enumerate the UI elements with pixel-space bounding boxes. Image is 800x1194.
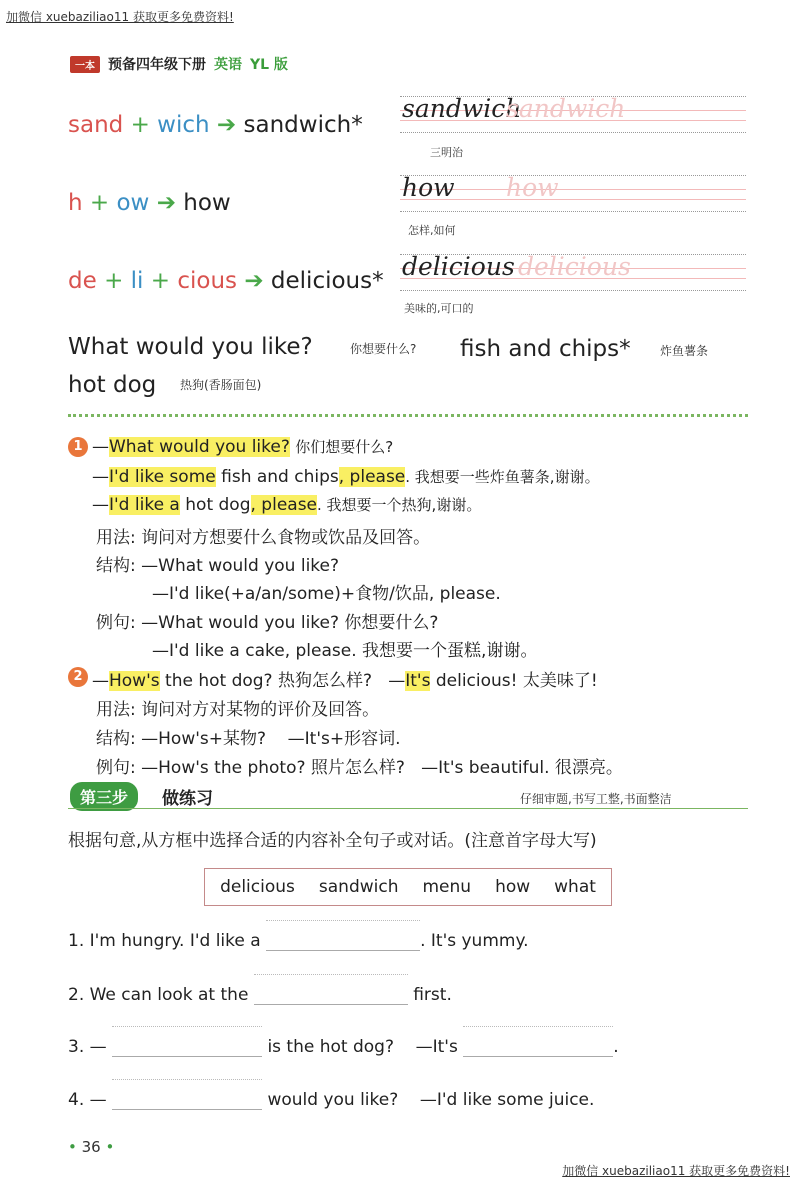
word-option: how (495, 877, 531, 897)
point-number-1: 1 (68, 437, 88, 457)
phrase-translation: 你想要什么? (350, 342, 417, 356)
subject-label: 英语 (214, 57, 242, 73)
vocab-meaning: 美味的,可口的 (404, 302, 474, 315)
usage-label: 用法: (96, 700, 136, 720)
exercise-3 (68, 1034, 619, 1057)
step-badge: 第三步 (70, 782, 138, 811)
answer-blank[interactable] (266, 928, 420, 951)
exercise-text: 4. — (68, 1090, 107, 1110)
exercise-2 (68, 982, 452, 1005)
syllable: sand (68, 112, 124, 138)
point1-line3: —I'd like a hot dog, please. 我想要一个热狗,谢谢。 (92, 495, 482, 515)
script-word: sandwich (402, 94, 522, 123)
translation: 你们想要什么? (295, 438, 394, 456)
structure-text: —It's+形容词. (287, 729, 401, 749)
text: fish and chips (215, 467, 339, 487)
usage-text: 询问对方对某物的评价及回答。 (141, 700, 380, 720)
answer-blank[interactable] (254, 982, 408, 1005)
vocab-meaning: 三明治 (430, 146, 463, 159)
publisher-logo: 一本 (70, 56, 100, 73)
watermark-top: 加微信 xuebaziliao11 获取更多免费资料! (6, 10, 234, 24)
exercise-text: . (613, 1037, 619, 1057)
trace-word: delicious (518, 252, 631, 281)
example-label: 例句: (96, 613, 136, 633)
exercise-text: would you like? (267, 1090, 399, 1110)
exercise-text: 1. I'm hungry. I'd like a (68, 931, 261, 951)
script-word: delicious (402, 252, 515, 281)
page-number: • 36 • (68, 1138, 115, 1156)
syllable: li (130, 268, 144, 294)
vocab-meaning: 怎样,如何 (408, 224, 456, 237)
syllable: ow (116, 190, 150, 216)
word-box (204, 868, 612, 906)
exercise-text: 3. — (68, 1037, 107, 1057)
example-label: 例句: (96, 758, 136, 778)
answer-blank[interactable] (112, 1034, 262, 1057)
exercise-text: —It's (415, 1037, 458, 1057)
point1-example (96, 608, 438, 633)
vocab-sandwich: sand + wich ➔ sandwich* (68, 112, 363, 138)
example-text: —What would you like? 你想要什么? (141, 613, 439, 633)
highlight: , please (250, 495, 318, 515)
syllable: wich (157, 112, 210, 138)
trace-word: sandwich (506, 94, 626, 123)
exercise-text: —I'd like some juice. (419, 1090, 595, 1110)
exercise-4 (68, 1087, 594, 1110)
word-option: delicious (220, 877, 295, 897)
point2-usage (96, 695, 379, 720)
word-option: menu (422, 877, 472, 897)
page-number-value: 36 (81, 1138, 101, 1156)
word-option: sandwich (318, 877, 399, 897)
highlight: I'd like some (109, 467, 216, 487)
script-word: how (402, 173, 455, 202)
trace-word: how (506, 173, 559, 202)
vocab-word: how (183, 190, 231, 216)
step-title: 做练习 (162, 789, 213, 809)
translation: . 我想要一个热狗,谢谢。 (317, 496, 482, 514)
point1-structure (96, 551, 339, 576)
step-divider (68, 808, 748, 809)
exercise-1 (68, 928, 529, 951)
phrase-hot-dog: hot dog (68, 372, 157, 398)
structure-text: —What would you like? (141, 556, 340, 576)
exercise-text: . It's yummy. (420, 931, 529, 951)
vocab-delicious: de + li + cious ➔ delicious* (68, 268, 384, 294)
syllable: h (68, 190, 83, 216)
point-number-2: 2 (68, 667, 88, 687)
exercise-text: is the hot dog? (267, 1037, 394, 1057)
exercise-text: first. (413, 985, 452, 1005)
syllable: cious (177, 268, 238, 294)
point2-structure (96, 724, 401, 749)
usage-label: 用法: (96, 528, 136, 548)
highlight: How's (109, 671, 160, 691)
exercise-text: 2. We can look at the (68, 985, 249, 1005)
answer-blank[interactable] (112, 1087, 262, 1110)
structure-label: 结构: (96, 729, 136, 749)
watermark-bottom: 加微信 xuebaziliao11 获取更多免费资料! (562, 1164, 790, 1178)
point1-example-2: —I'd like a cake, please. 我想要一个蛋糕,谢谢。 (152, 641, 538, 661)
point1-usage (96, 523, 430, 548)
highlight: I'd like a (109, 495, 180, 515)
point2-line1: —How's the hot dog? 热狗怎么样? —It's delicious! 太美味了! (92, 671, 598, 691)
usage-text: 询问对方想要什么食物或饮品及回答。 (141, 528, 431, 548)
syllable: de (68, 268, 97, 294)
vocab-how: h + ow ➔ how (68, 190, 231, 216)
vocab-word: delicious* (270, 268, 384, 294)
highlight: What would you like? (109, 437, 290, 457)
point2-example (96, 753, 623, 778)
highlight: , please (338, 467, 406, 487)
edition-label: YL 版 (250, 57, 288, 73)
step-tip: 仔细审题,书写工整,书面整洁 (520, 792, 672, 806)
text: the hot dog? 热狗怎么样? (159, 671, 373, 691)
example-text: —It's beautiful. 很漂亮。 (421, 758, 623, 778)
book-title: 预备四年级下册 (108, 57, 206, 73)
answer-blank[interactable] (463, 1034, 613, 1057)
highlight: It's (405, 671, 431, 691)
example-text: —How's the photo? 照片怎么样? (141, 758, 405, 778)
exercise-instruction: 根据句意,从方框中选择合适的内容补全句子或对话。(注意首字母大写) (68, 831, 597, 851)
phrase-what-would-you-like: What would you like? (68, 334, 313, 360)
phrase-translation: 炸鱼薯条 (660, 344, 709, 358)
structure-text: —How's+某物? (141, 729, 267, 749)
vocab-word: sandwich* (243, 112, 363, 138)
point1-line1: —What would you like? 你们想要什么? (92, 437, 394, 457)
point1-structure-2: —I'd like(+a/an/some)+食物/饮品, please. (152, 584, 501, 604)
section-divider (68, 414, 748, 417)
phrase-translation: 热狗(香肠面包) (180, 378, 262, 392)
text: hot dog (179, 495, 251, 515)
phrase-fish-and-chips: fish and chips* (460, 336, 631, 362)
structure-label: 结构: (96, 556, 136, 576)
text: delicious! 太美味了! (430, 671, 598, 691)
point1-line2: —I'd like some fish and chips, please. 我想要一些炸鱼薯条,谢谢。 (92, 467, 600, 487)
page-header (70, 54, 288, 74)
translation: . 我想要一些炸鱼薯条,谢谢。 (405, 468, 600, 486)
word-option: what (554, 877, 596, 897)
